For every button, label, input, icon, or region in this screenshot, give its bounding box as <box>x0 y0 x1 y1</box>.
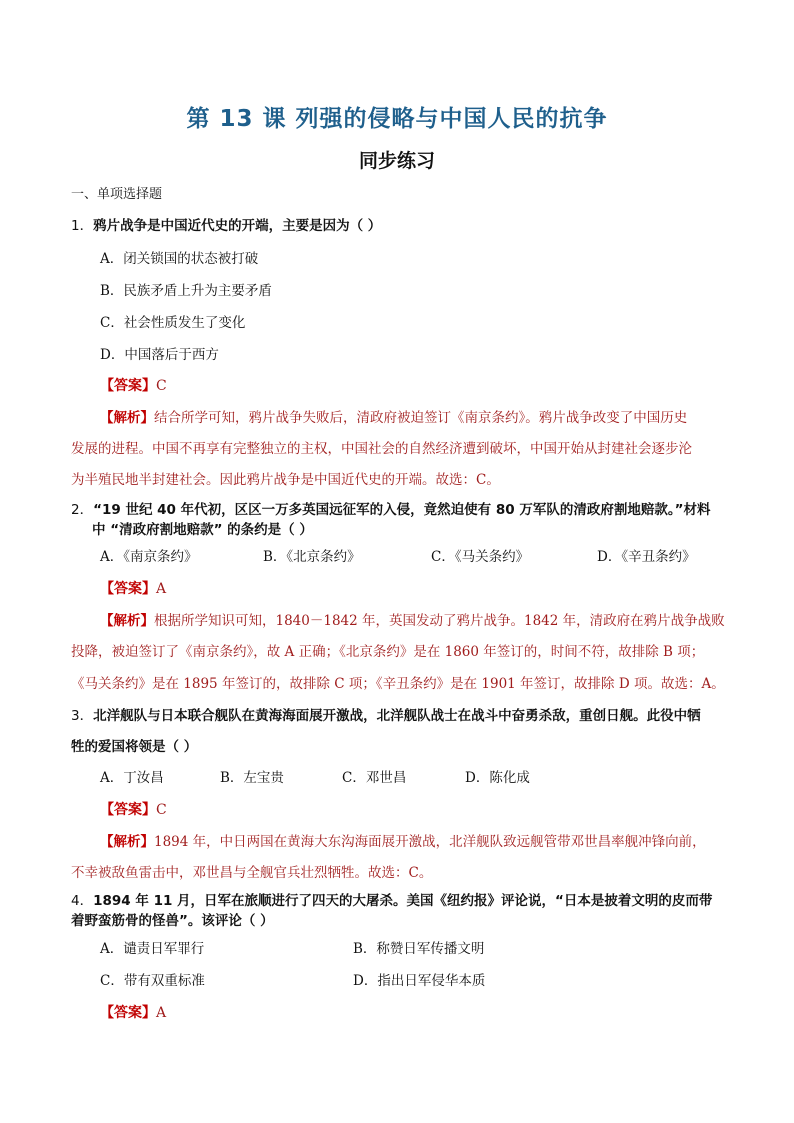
question-2-answer <box>100 579 166 599</box>
question-1-answer <box>100 376 167 396</box>
question-2-option-b: B．《北京条约》 <box>263 549 361 565</box>
question-3-option-b: B．左宝贵 <box>220 770 284 786</box>
question-2-analysis-line-2: 投降，被迫签订了《南京条约》，故 A 正确；《北京条约》是在 1860 年签订的，时间不符，故排除 B 项； <box>71 644 705 660</box>
section-heading: 一、单项选择题 <box>71 187 163 202</box>
page-subtitle: 同步练习 <box>358 150 435 172</box>
question-number: 4． <box>71 893 94 909</box>
question-1-option-b: B．民族矛盾上升为主要矛盾 <box>100 283 272 299</box>
question-text: 鸦片战争是中国近代史的开端，主要是因为（ ） <box>93 218 382 234</box>
question-text: “19 世纪 40 年代初，区区一万多英国远征军的入侵，竟然迫使有 80 万军队的清政府割地赔款。”材料 <box>93 502 711 518</box>
answer-label: 【答案】 <box>100 581 156 597</box>
answer-value: A <box>156 1005 167 1021</box>
question-2-option-a: A．《南京条约》 <box>100 549 198 565</box>
question-text: 北洋舰队与日本联合舰队在黄海海面展开激战，北洋舰队战士在战斗中奋勇杀敌，重创日舰。此役中牺 <box>93 708 701 724</box>
question-number: 1． <box>71 218 94 234</box>
question-2-stem-line-2: 中 “清政府割地赔款” 的条约是（ ） <box>92 522 313 538</box>
question-3-analysis-line-1 <box>100 832 706 852</box>
answer-value: A <box>156 581 167 597</box>
question-2-analysis-line-3: 《马关条约》是在 1895 年签订的，故排除 C 项；《辛丑条约》是在 1901 年签订，故排除 D 项。故选：A。 <box>71 676 725 692</box>
question-3-answer <box>100 800 167 820</box>
question-4-option-d: D．指出日军侵华本质 <box>353 973 486 989</box>
analysis-text: 结合所学可知，鸦片战争失败后，清政府被迫签订《南京条约》。鸦片战争改变了中国历史 <box>154 410 688 426</box>
answer-label: 【答案】 <box>100 1005 156 1021</box>
analysis-label: 【解析】 <box>100 613 154 629</box>
page-title: 第 13 课 列强的侵略与中国人民的抗争 <box>186 106 608 132</box>
answer-value: C <box>156 378 167 394</box>
question-2-analysis-line-1 <box>100 611 725 631</box>
question-1-option-d: D．中国落后于西方 <box>100 347 219 363</box>
question-1-analysis-line-3: 为半殖民地半封建社会。因此鸦片战争是中国近代史的开端。故选：C。 <box>71 472 500 488</box>
question-3-stem <box>71 706 701 726</box>
analysis-text: 1894 年，中日两国在黄海大东沟海面展开激战，北洋舰队致远舰管带邓世昌率舰冲锋向前， <box>154 834 706 850</box>
question-2-option-c: C．《马关条约》 <box>431 549 530 565</box>
question-1-option-a: A．闭关锁国的状态被打破 <box>100 251 259 267</box>
question-text: 1894 年 11 月，日军在旅顺进行了四天的大屠杀。美国《纽约报》评论说，“日本是披着文明的皮而带 <box>93 893 713 909</box>
question-3-option-d: D．陈化成 <box>465 770 530 786</box>
question-4-answer <box>100 1003 166 1023</box>
question-number: 2． <box>71 502 94 518</box>
question-1-analysis-line-1 <box>100 408 687 428</box>
answer-value: C <box>156 802 167 818</box>
question-4-option-b: B．称赞日军传播文明 <box>353 941 485 957</box>
question-3-option-c: C．邓世昌 <box>342 770 407 786</box>
analysis-label: 【解析】 <box>100 834 154 850</box>
question-4-option-c: C．带有双重标准 <box>100 973 205 989</box>
question-4-stem <box>71 891 712 911</box>
answer-label: 【答案】 <box>100 378 156 394</box>
question-3-option-a: A．丁汝昌 <box>100 770 164 786</box>
analysis-label: 【解析】 <box>100 410 154 426</box>
question-3-stem-line-2: 牲的爱国将领是（ ） <box>71 739 198 755</box>
analysis-text: 根据所学知识可知，1840－1842 年，英国发动了鸦片战争。1842 年，清政府在鸦片战争战败 <box>154 613 725 629</box>
question-2-stem <box>71 500 710 520</box>
answer-label: 【答案】 <box>100 802 156 818</box>
question-4-stem-line-2: 着野蛮筋骨的怪兽”。该评论（ ） <box>71 913 274 929</box>
question-1-analysis-line-2: 发展的进程。中国不再享有完整独立的主权，中国社会的自然经济遭到破坏，中国开始从封建社会逐步沦 <box>71 441 692 457</box>
question-4-option-a: A．谴责日军罪行 <box>100 941 205 957</box>
question-number: 3． <box>71 708 94 724</box>
question-2-option-d: D．《辛丑条约》 <box>597 549 696 565</box>
question-1-option-c: C．社会性质发生了变化 <box>100 315 246 331</box>
question-1-stem <box>71 216 381 236</box>
question-3-analysis-line-2: 不幸被敌鱼雷击中，邓世昌与全舰官兵壮烈牺牲。故选：C。 <box>71 865 433 881</box>
